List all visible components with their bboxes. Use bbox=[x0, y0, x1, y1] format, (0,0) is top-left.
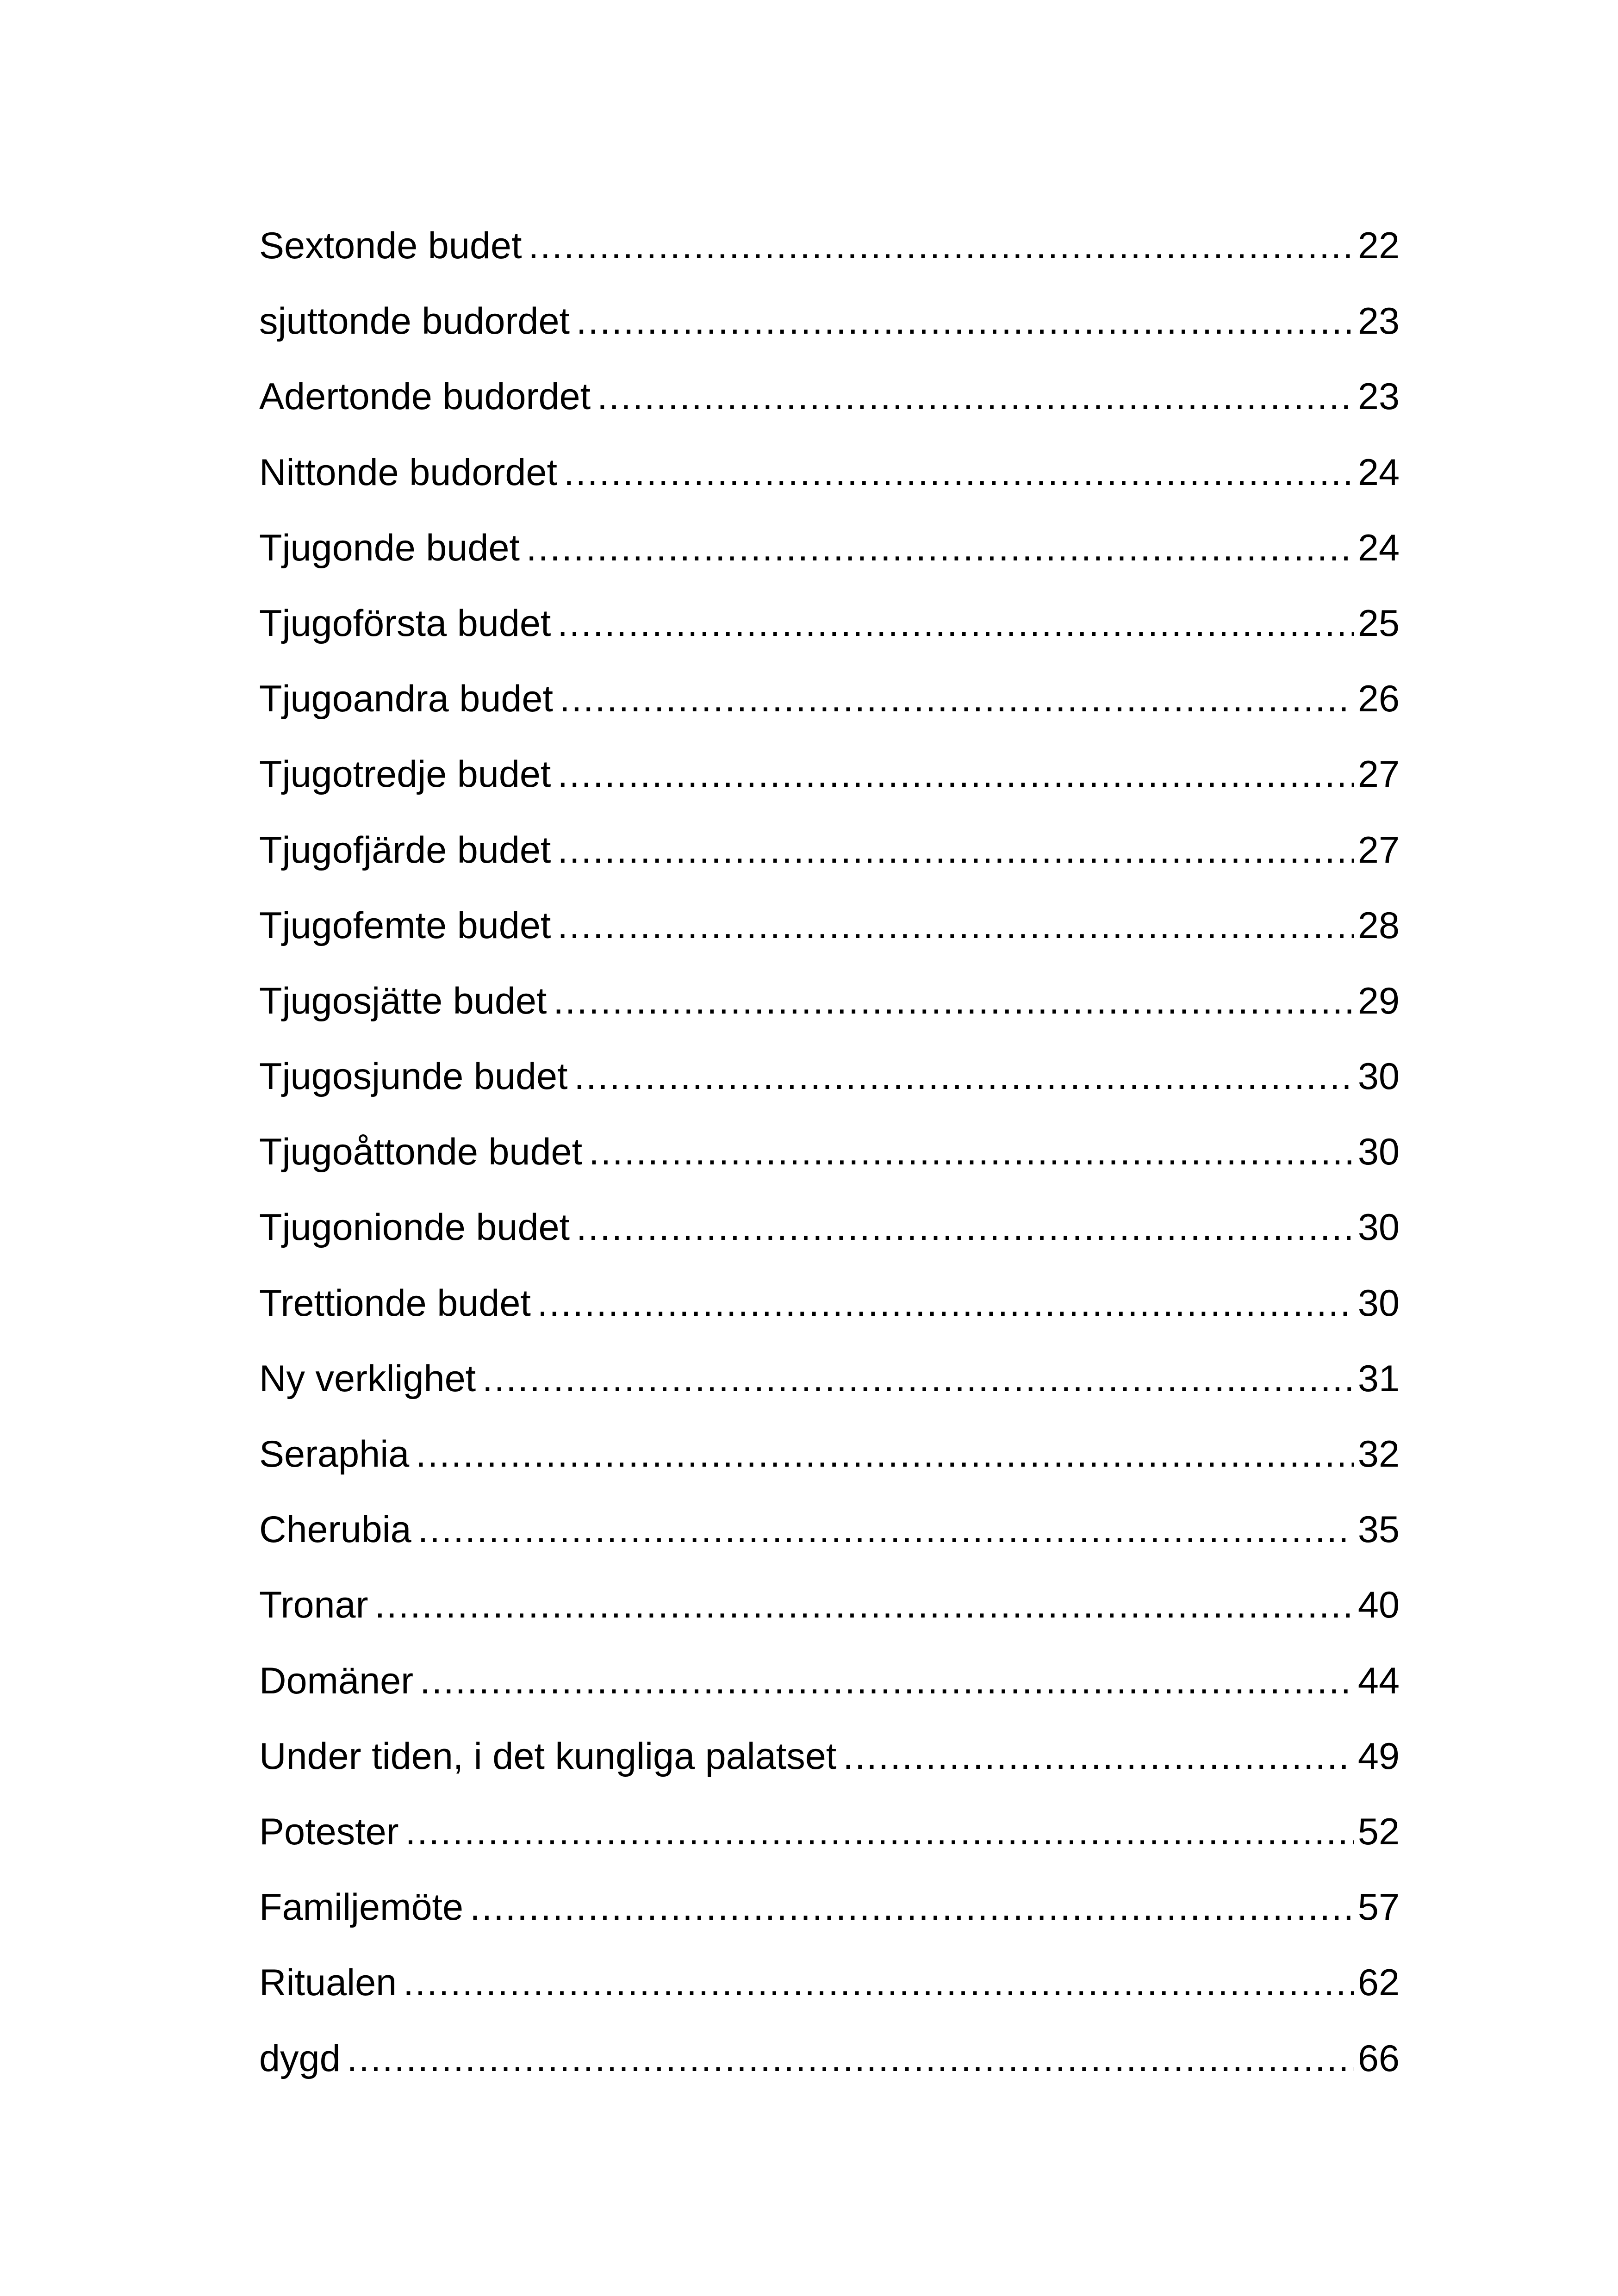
toc-entry-page: 26 bbox=[1357, 678, 1400, 720]
toc-entry[interactable] bbox=[259, 2021, 1400, 2097]
toc-entry-title: dygd bbox=[259, 2037, 341, 2079]
toc-dot-leader bbox=[557, 813, 1354, 888]
toc-entry[interactable] bbox=[259, 1719, 1400, 1794]
toc-dot-leader bbox=[482, 1341, 1354, 1417]
toc-entry-title: Potester bbox=[259, 1811, 399, 1853]
toc-entry-page: 52 bbox=[1357, 1811, 1400, 1853]
toc-entry-page: 28 bbox=[1357, 904, 1400, 946]
toc-entry[interactable] bbox=[259, 1492, 1400, 1568]
toc-entry-title: Nittonde budordet bbox=[259, 451, 557, 493]
toc-entry-page: 23 bbox=[1357, 376, 1400, 418]
toc-dot-leader bbox=[576, 284, 1354, 359]
toc-entry-page: 24 bbox=[1357, 527, 1400, 569]
toc-dot-leader bbox=[375, 1568, 1354, 1643]
toc-entry-title: Tjugoandra budet bbox=[259, 678, 553, 720]
toc-entry[interactable] bbox=[259, 1114, 1400, 1190]
toc-dot-leader bbox=[557, 737, 1354, 812]
toc-entry-title: Sextonde budet bbox=[259, 225, 522, 267]
toc-dot-leader bbox=[557, 888, 1354, 964]
toc-entry[interactable] bbox=[259, 1643, 1400, 1719]
toc-dot-leader bbox=[843, 1719, 1354, 1794]
toc-entry-title: Tjugosjätte budet bbox=[259, 980, 547, 1022]
toc-entry-title: sjuttonde budordet bbox=[259, 300, 570, 342]
toc-entry-title: Tjugoåttonde budet bbox=[259, 1131, 583, 1173]
toc-entry[interactable] bbox=[259, 1266, 1400, 1341]
toc-dot-leader bbox=[416, 1417, 1354, 1492]
toc-dot-leader bbox=[564, 435, 1354, 510]
toc-entry-page: 44 bbox=[1357, 1660, 1400, 1702]
toc-dot-leader bbox=[576, 1190, 1354, 1265]
toc-entry-page: 62 bbox=[1357, 1962, 1400, 2004]
toc-entry[interactable] bbox=[259, 1870, 1400, 1945]
toc-entry-page: 49 bbox=[1357, 1735, 1400, 1777]
toc-entry[interactable] bbox=[259, 208, 1400, 284]
toc-entry-title: Seraphia bbox=[259, 1433, 410, 1475]
toc-entry-page: 25 bbox=[1357, 602, 1400, 644]
toc-entry-title: Tjugofemte budet bbox=[259, 904, 551, 946]
toc-entry-page: 40 bbox=[1357, 1584, 1400, 1626]
toc-dot-leader bbox=[528, 208, 1354, 284]
toc-dot-leader bbox=[574, 1039, 1354, 1114]
toc-entry-page: 22 bbox=[1357, 225, 1400, 267]
table-of-contents bbox=[259, 208, 1400, 2097]
toc-entry-title: Tjugotredje budet bbox=[259, 753, 551, 796]
toc-dot-leader bbox=[553, 964, 1354, 1039]
toc-entry-title: Tjugofjärde budet bbox=[259, 829, 551, 871]
toc-entry-page: 30 bbox=[1357, 1056, 1400, 1098]
toc-dot-leader bbox=[470, 1870, 1354, 1945]
toc-entry-page: 31 bbox=[1357, 1357, 1400, 1400]
toc-entry[interactable] bbox=[259, 359, 1400, 435]
toc-entry[interactable] bbox=[259, 964, 1400, 1039]
toc-entry-page: 30 bbox=[1357, 1207, 1400, 1249]
toc-entry-page: 27 bbox=[1357, 753, 1400, 796]
toc-entry-page: 29 bbox=[1357, 980, 1400, 1022]
toc-dot-leader bbox=[589, 1114, 1354, 1190]
toc-dot-leader bbox=[418, 1492, 1354, 1568]
toc-entry[interactable] bbox=[259, 586, 1400, 661]
toc-entry-title: Tronar bbox=[259, 1584, 368, 1626]
toc-entry-title: Trettionde budet bbox=[259, 1282, 531, 1324]
toc-entry-title: Tjugosjunde budet bbox=[259, 1056, 568, 1098]
toc-entry[interactable] bbox=[259, 1039, 1400, 1114]
toc-dot-leader bbox=[420, 1643, 1354, 1719]
toc-entry-title: Tjugonionde budet bbox=[259, 1207, 570, 1249]
toc-entry-page: 57 bbox=[1357, 1886, 1400, 1929]
toc-dot-leader bbox=[560, 661, 1354, 737]
toc-entry-page: 32 bbox=[1357, 1433, 1400, 1475]
toc-entry[interactable] bbox=[259, 1568, 1400, 1643]
toc-entry[interactable] bbox=[259, 661, 1400, 737]
toc-dot-leader bbox=[403, 1945, 1354, 2021]
toc-entry-page: 30 bbox=[1357, 1282, 1400, 1324]
toc-entry[interactable] bbox=[259, 1190, 1400, 1265]
toc-entry-title: Domäner bbox=[259, 1660, 414, 1702]
toc-entry-title: Adertonde budordet bbox=[259, 376, 591, 418]
toc-entry-title: Cherubia bbox=[259, 1509, 411, 1551]
toc-dot-leader bbox=[597, 359, 1354, 435]
toc-entry-title: Under tiden, i det kungliga palatset bbox=[259, 1735, 837, 1777]
toc-entry-page: 27 bbox=[1357, 829, 1400, 871]
toc-entry-page: 23 bbox=[1357, 300, 1400, 342]
toc-entry[interactable] bbox=[259, 888, 1400, 964]
toc-entry-title: Ny verklighet bbox=[259, 1357, 476, 1400]
toc-entry[interactable] bbox=[259, 813, 1400, 888]
toc-entry-title: Tjugonde budet bbox=[259, 527, 520, 569]
toc-entry[interactable] bbox=[259, 737, 1400, 812]
toc-entry[interactable] bbox=[259, 435, 1400, 510]
toc-entry-page: 24 bbox=[1357, 451, 1400, 493]
toc-entry-page: 66 bbox=[1357, 2037, 1400, 2079]
toc-dot-leader bbox=[526, 510, 1354, 586]
toc-entry-title: Familjemöte bbox=[259, 1886, 464, 1929]
toc-entry[interactable] bbox=[259, 1945, 1400, 2021]
toc-dot-leader bbox=[537, 1266, 1354, 1341]
toc-entry-page: 30 bbox=[1357, 1131, 1400, 1173]
toc-entry[interactable] bbox=[259, 1417, 1400, 1492]
toc-entry[interactable] bbox=[259, 284, 1400, 359]
toc-entry-title: Tjugoförsta budet bbox=[259, 602, 551, 644]
toc-dot-leader bbox=[557, 586, 1354, 661]
toc-entry-title: Ritualen bbox=[259, 1962, 397, 2004]
toc-entry[interactable] bbox=[259, 1794, 1400, 1870]
toc-dot-leader bbox=[405, 1794, 1354, 1870]
toc-entry[interactable] bbox=[259, 510, 1400, 586]
toc-entry-page: 35 bbox=[1357, 1509, 1400, 1551]
toc-entry[interactable] bbox=[259, 1341, 1400, 1417]
toc-dot-leader bbox=[347, 2021, 1354, 2097]
